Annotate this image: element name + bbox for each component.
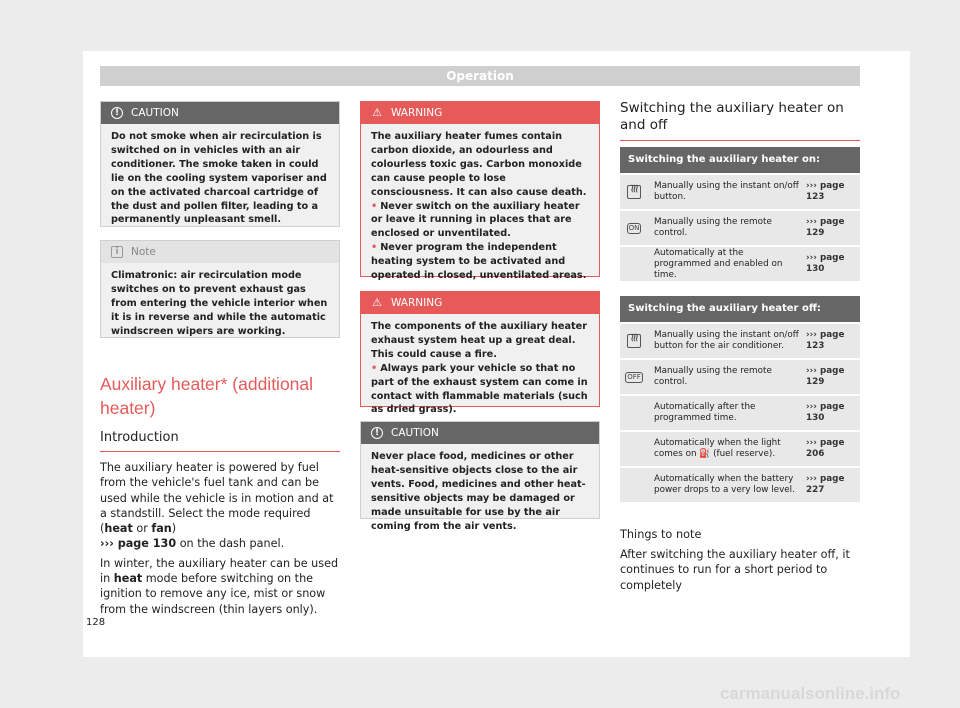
table-cell-ref[interactable]: ››› page 227 [806, 474, 845, 495]
watermark: carmanualsonline.info [720, 684, 901, 703]
warning-header [361, 102, 599, 124]
warning-box-exhaust [360, 291, 600, 416]
note-label: Note [131, 246, 156, 258]
caution-label: CAUTION [131, 107, 179, 119]
info-icon: i [111, 246, 123, 258]
caution-icon: ! [371, 427, 383, 439]
warning-bullet: • Never program the independent heating system to be activated and operated in closed, unventilated areas. [371, 242, 587, 282]
table-cell-method: Manually using the remote control. [654, 366, 772, 387]
page-header: Operation [100, 66, 860, 86]
remote-off-icon: OFF [627, 372, 641, 381]
caution-header [361, 422, 599, 444]
section-title: Auxiliary heater* (additional heater) [100, 374, 314, 418]
page-number: 128 [86, 617, 106, 628]
table-row [620, 394, 860, 430]
table-cell-method: Automatically when the light comes on ⛽ (fuel reserve). [654, 438, 781, 459]
caution-label: CAUTION [391, 427, 439, 439]
things-to-note-title: Things to note [620, 528, 702, 541]
warning-header [361, 292, 599, 314]
mode-heat: heat [113, 572, 143, 586]
warning-bullet-text: Always park your vehicle so that no part of the exhaust system can come in contact with flammable materials (such as dried grass). [371, 362, 588, 416]
table-cell-method: Automatically after the programmed time. [654, 402, 756, 423]
table-header: Switching the auxiliary heater off: [620, 296, 860, 322]
table-cell-method: Automatically at the programmed and enabled on time. [654, 247, 783, 280]
warning-bullet: • Never switch on the auxiliary heater or leave it running in places that are enclosed or unventilated. [371, 200, 580, 240]
table-cell-ref[interactable]: ››› page 123 [806, 181, 845, 202]
caution-icon: ! [111, 107, 123, 119]
table-row [620, 245, 860, 281]
warning-bullet-text: Never switch on the auxiliary heater or leave it running in places that are enclosed or unventilated. [371, 200, 580, 240]
intro-paragraph-2 [100, 556, 340, 617]
caution-header [101, 102, 339, 124]
table-cell-method: Manually using the remote control. [654, 217, 772, 238]
table-row [620, 430, 860, 466]
warning-triangle-icon: ⚠ [372, 106, 382, 119]
page-reference-link[interactable]: ››› page 130 [100, 537, 177, 551]
warning-label: WARNING [391, 107, 443, 119]
warning-label: WARNING [391, 297, 443, 309]
warning-body [361, 314, 599, 423]
heater-button-icon [627, 185, 641, 199]
intro-paragraph-1 [100, 460, 340, 552]
caution-text: Do not smoke when air recirculation is switched on in vehicles with an air conditioner. The smoke taken in could lie on the cooling system vaporiser and on the activated charcoal cartridge of the dust and pollen filter, leading to a permanently unpleasant smell. [111, 131, 327, 226]
table-cell-method: Manually using the instant on/off button. [654, 181, 799, 202]
mode-fan: fan [151, 522, 172, 536]
intro-text: or [132, 522, 152, 536]
table-row [620, 322, 860, 358]
intro-text: mode before switching on the ignition to remove any ice, mist or snow from the windscreen (thin layers only). [100, 572, 326, 616]
switch-on-table [620, 147, 860, 281]
intro-text: ) [171, 522, 177, 536]
right-section-title: Switching the auxiliary heater on and off [620, 100, 860, 141]
note-box-climatronic [100, 240, 340, 338]
table-cell-method: Automatically when the battery power drops to a very low level. [654, 474, 795, 495]
warning-body [361, 124, 599, 289]
note-text: Climatronic: air recirculation mode switches on to prevent exhaust gas from entering the vehicle interior when it is in reverse and while the automatic windscreen wipers are working. [111, 270, 328, 337]
caution-text: Never place food, medicines or other heat-sensitive objects close to the air vents. Food, medicines and other heat-sensitive objects may be damaged or made unsuitable for use by the air coming from the air vents. [371, 451, 586, 532]
intro-body [100, 460, 340, 621]
table-row [620, 209, 860, 245]
warning-text: The auxiliary heater fumes contain carbon dioxide, an odourless and colourless toxic gas. Carbon monoxide can cause people to lose consciousness. It can also cause death. [371, 131, 587, 198]
things-to-note-text: After switching the auxiliary heater off, it continues to run for a short period to completely [620, 548, 850, 592]
switch-off-table [620, 296, 860, 502]
heater-button-icon [627, 334, 641, 348]
table-cell-ref[interactable]: ››› page 130 [806, 253, 845, 274]
warning-bullet-text: Never program the independent heating system to be activated and operated in closed, unventilated areas. [371, 242, 587, 282]
table-header: Switching the auxiliary heater on: [620, 147, 860, 173]
table-cell-ref[interactable]: ››› page 129 [806, 366, 845, 387]
intro-text: In winter, the auxiliary heater can be used in [100, 556, 339, 586]
warning-box-fumes [360, 101, 600, 282]
table-row [620, 466, 860, 502]
table-row [620, 173, 860, 209]
intro-text: The auxiliary heater is powered by fuel from the vehicle's fuel tank and can be used while the vehicle is in motion and at a standstill. Select the mode required ( [100, 461, 334, 536]
remote-on-icon: ON [628, 223, 640, 232]
mode-heat: heat [104, 522, 133, 536]
section-subtitle: Introduction [100, 430, 340, 452]
warning-text: The components of the auxiliary heater exhaust system heat up a great deal. This could cause a fire. [371, 321, 588, 360]
table-cell-method: Manually using the instant on/off button for the air conditioner. [654, 330, 799, 351]
warning-bullet: • Always park your vehicle so that no part of the exhaust system can come in contact with flammable materials (such as dried grass). [371, 362, 588, 416]
table-row [620, 358, 860, 394]
intro-text: on the dash panel. [176, 537, 285, 551]
warning-triangle-icon: ⚠ [372, 296, 382, 309]
table-cell-ref[interactable]: ››› page 123 [806, 330, 845, 351]
table-cell-ref[interactable]: ››› page 130 [806, 402, 845, 423]
caution-box-smoking [100, 101, 340, 227]
note-header [101, 241, 339, 263]
table-cell-ref[interactable]: ››› page 206 [806, 438, 845, 459]
caution-box-vents [360, 421, 600, 532]
table-cell-ref[interactable]: ››› page 129 [806, 217, 845, 238]
